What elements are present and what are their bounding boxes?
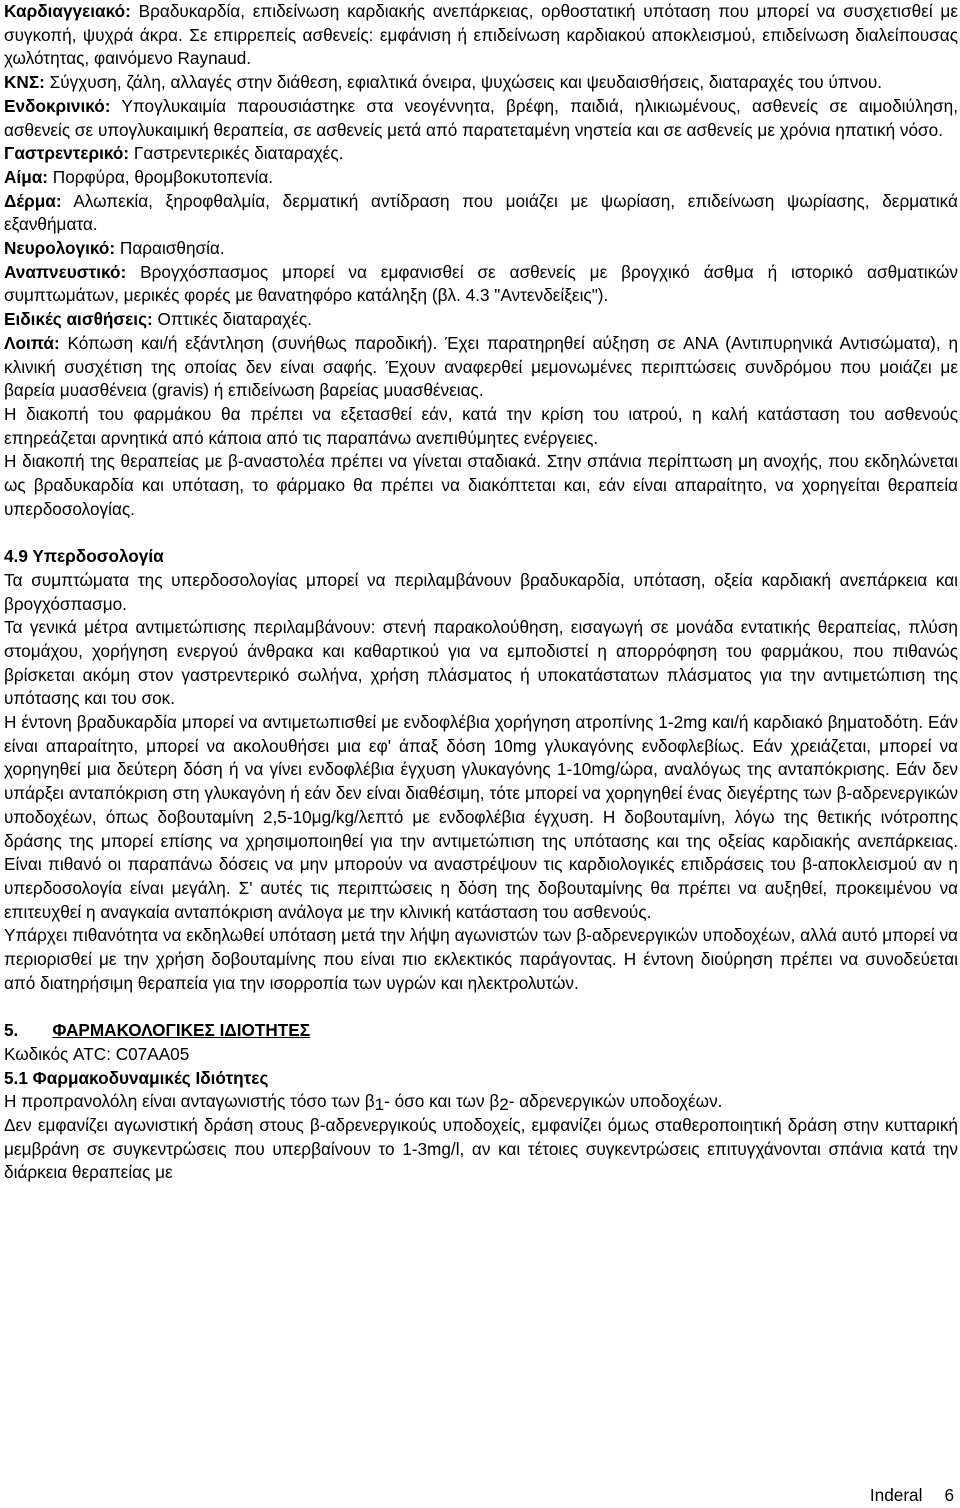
adverse-effect-text: Γαστρεντερικές διαταραχές.: [129, 143, 344, 164]
pharmacodynamics-paragraph: Δεν εμφανίζει αγωνιστική δράση στους β-αδρενεργικούς υποδοχείς, εμφανίζει όμως σταθεροποιητική δράση στην κυτταρική μεμβράνη σε συγκεντρώσεις που υπερβαίνουν το 1-3mg/l, αν και τέτοιες συγκεντρώσεις επιτυγχάνονται σπάνια κατά την διάρκεια θεραπείας με: [4, 1115, 958, 1183]
overdose-paragraph: Η έντονη βραδυκαρδία μπορεί να αντιμετωπισθεί με ενδοφλέβια χορήγηση ατροπίνης 1-2mg και/ή καρδιακό βηματοδότη. Εάν είναι απαραίτητο, μπορεί να ακολουθήσει μια εφ' άπαξ δόση 10mg γλυκαγόνης ενδοφλεβίως. Εάν χρειάζεται, μπορεί να χορηγηθεί μια δεύτερη δόση ή να γίνει ενδοφλέβια έγχυση γλυκαγόνης 1-10mg/ώρα, αναλόγως της ανταπόκρισης. Εάν δεν υπάρξει ανταπόκριση στη γλυκαγόνη ή εάν δεν είναι διαθέσιμη, τότε μπορεί να χορηγηθεί ένας διεγέρτης των β-αδρενεργικών υποδοχέων, όπως δοβουταμίνη 2,5-10μg/kg/λεπτό με ενδοφλέβια έγχυση. Η δοβουταμίνη, λόγω της θετικής ινότροπης δράσης της μπορεί επίσης να χρησιμοποιηθεί για την αντιμετώπιση της υπότασης και της οξείας καρδιακής ανεπάρκειας. Είναι πιθανό οι παραπάνω δόσεις να μην μπορούν να αναστρέψουν τις καρδιολογικές επιδράσεις του β-αποκλεισμού αν η υπερδοσολογία είναι μεγάλη. Σ' αυτές τις περιπτώσεις η δόση της δοβουταμίνης θα πρέπει να αυξηθεί, προκειμένου να επιτευχθεί η αναγκαία ανταπόκριση ανάλογα με την κλινική κατάσταση του ασθενούς.: [4, 712, 958, 922]
spacer: [4, 521, 958, 545]
adverse-effect-respiratory: [4, 261, 958, 308]
adverse-effect-endocrine: [4, 95, 958, 142]
adverse-effect-neurological: [4, 237, 958, 261]
text-run: - όσο και των β: [384, 1091, 500, 1112]
pharmacodynamics-paragraph: [4, 1090, 958, 1114]
subscript: 2: [499, 1095, 509, 1115]
section-5-title: ΦΑΡΜΑΚΟΛΟΓΙΚΕΣ ΙΔΙΟΤΗΤΕΣ: [52, 1020, 311, 1041]
adverse-effect-skin: [4, 190, 958, 237]
adverse-effect-label: Λοιπά:: [4, 332, 60, 353]
adverse-effect-label: Καρδιαγγειακό:: [4, 1, 131, 21]
adverse-effects-list: [4, 0, 958, 403]
adverse-effect-text: Βραδυκαρδία, επιδείνωση καρδιακής ανεπάρκειας, ορθοστατική υπόταση που μπορεί να συσχετισθεί με συγκοπή, ψυχρά άκρα. Σε επιρρεπείς ασθενείς: εμφάνιση ή επιδείνωση καρδιακού αποκλεισμού, επιδείνωση διαλείπουσας χωλότητας, φαινόμενο Raynaud.: [4, 1, 958, 69]
atc-code: Κωδικός ATC: C07AA05: [4, 1043, 190, 1064]
adverse-effect-text: Υπογλυκαιμία παρουσιάστηκε στα νεογέννητα, βρέφη, παιδιά, ηλικιωμένους, ασθενείς σε αιμοδιύληση, ασθενείς σε υπογλυκαιμική θεραπεία, σε ασθενείς μετά από παρατεταμένη νηστεία και σε ασθενείς με χρόνια ηπατική νόσο.: [4, 95, 958, 140]
spacer: [4, 996, 958, 1020]
adverse-effect-gastrointestinal: [4, 142, 958, 166]
adverse-effect-label: Δέρμα:: [4, 190, 62, 211]
adverse-effect-other: [4, 332, 958, 403]
overdose-paragraph: Υπάρχει πιθανότητα να εκδηλωθεί υπόταση μετά την λήψη αγωνιστών των β-αδρενεργικών υποδοχέων, αλλά αυτό μπορεί να περιορισθεί με την χρήση δοβουταμίνης που είναι πιο εκλεκτικός παράγοντας. Η έντονη διούρηση πρέπει να συνοδεύεται από διατηρήσιμη θεραπεία για την ισορροπία των υγρών και ηλεκτρολυτών.: [4, 925, 958, 993]
adverse-effect-label: Νευρολογικό:: [4, 238, 116, 259]
adverse-effect-label: Γαστρεντερικό:: [4, 143, 130, 164]
adverse-effect-cns: [4, 71, 958, 95]
adverse-effect-text: Κόπωση και/ή εξάντληση (συνήθως παροδική). Έχει παρατηρηθεί αύξηση σε ANA (Αντιπυρηνικά Αντισώματα), η κλινική συσχέτιση της οποίας δεν είναι σαφής. Έχουν αναφερθεί μεμονωμένες περιπτώσεις συνδρόμου που μοιάζει με βαρεία μυασθένεια (gravis) ή επιδείνωση βαρείας μυασθένειας.: [4, 332, 958, 401]
section-5-1-heading: 5.1 Φαρμακοδυναμικές Ιδιότητες: [4, 1067, 269, 1088]
section-4-9-heading: 4.9 Υπερδοσολογία: [4, 546, 164, 567]
adverse-effect-label: Αναπνευστικό:: [4, 261, 127, 282]
section-5-heading: [4, 1019, 958, 1043]
footer-brand: Inderal: [869, 1485, 923, 1505]
adverse-effect-label: Ενδοκρινικό:: [4, 95, 111, 116]
adverse-effect-text: Βρογχόσπασμος μπορεί να εμφανισθεί σε ασθενείς με βρογχικό άσθμα ή ιστορικό ασθματικών συμπτωμάτων, μερικές φορές με θανατηφόρο κατάληξη (βλ. 4.3 "Αντενδείξεις").: [4, 261, 958, 306]
adverse-effect-text: Πορφύρα, θρομβοκυτοπενία.: [48, 166, 274, 187]
text-run: Η προπρανολόλη είναι ανταγωνιστής τόσο των β: [4, 1091, 375, 1112]
adverse-effect-text: Οπτικές διαταραχές.: [152, 309, 312, 330]
adverse-effect-text: Παραισθησία.: [115, 238, 225, 259]
adverse-effect-label: Αίμα:: [4, 166, 48, 187]
section-5-number: 5.: [4, 1020, 19, 1041]
adverse-effect-cardiovascular: [4, 0, 958, 71]
overdose-paragraph: Τα συμπτώματα της υπερδοσολογίας μπορεί να περιλαμβάνουν βραδυκαρδία, υπόταση, οξεία καρδιακή ανεπάρκεια και βρογχόσπασμο.: [4, 569, 958, 614]
text-run: - αδρενεργικών υποδοχέων.: [508, 1091, 723, 1112]
withdrawal-paragraph: Η διακοπή της θεραπείας με β-αναστολέα πρέπει να γίνεται σταδιακά. Στην σπάνια περίπτωση μη ανοχής, που εκδηλώνεται ως βραδυκαρδία και υπόταση, το φάρμακο θα πρέπει να διακόπτεται και, εάν είναι απαραίτητο, να χορηγείται θεραπεία υπερδοσολογίας.: [4, 451, 958, 519]
page-footer: [870, 1484, 954, 1507]
page-number: 6: [944, 1485, 954, 1505]
overdose-paragraph: Τα γενικά μέτρα αντιμετώπισης περιλαμβάνουν: στενή παρακολούθηση, εισαγωγή σε μονάδα εντατικής θεραπείας, πλύση στομάχου, χορήγηση ενεργού άνθρακα και καθαρτικού για να εμποδιστεί η απορρόφηση του φαρμάκου, που πιθανώς βρίσκεται ακόμη στον γαστρεντερικό σωλήνα, χρήση πλάσματος ή υποκατάστατων πλάσματος για την αντιμετώπιση της υπότασης και του σοκ.: [4, 617, 958, 709]
adverse-effect-special-senses: [4, 308, 958, 332]
document-page: [4, 0, 958, 1185]
adverse-effect-label: ΚΝΣ:: [4, 72, 45, 93]
subscript: 1: [374, 1095, 385, 1115]
adverse-effect-blood: [4, 166, 958, 190]
withdrawal-paragraph: Η διακοπή του φαρμάκου θα πρέπει να εξετασθεί εάν, κατά την κρίση του ιατρού, η καλή κατάσταση του ασθενούς επηρεάζεται αρνητικά από κάποια από τις παραπάνω ανεπιθύμητες ενέργειες.: [4, 403, 958, 448]
adverse-effect-text: Αλωπεκία, ξηροφθαλμία, δερματική αντίδραση που μοιάζει με ψωρίαση, επιδείνωση ψωρίασης, δερματικά εξανθήματα.: [4, 190, 958, 235]
adverse-effect-text: Σύγχυση, ζάλη, αλλαγές στην διάθεση, εφιαλτικά όνειρα, ψυχώσεις και ψευδαισθήσεις, διαταραχές του ύπνου.: [44, 72, 883, 93]
adverse-effect-label: Ειδικές αισθήσεις:: [4, 309, 153, 330]
